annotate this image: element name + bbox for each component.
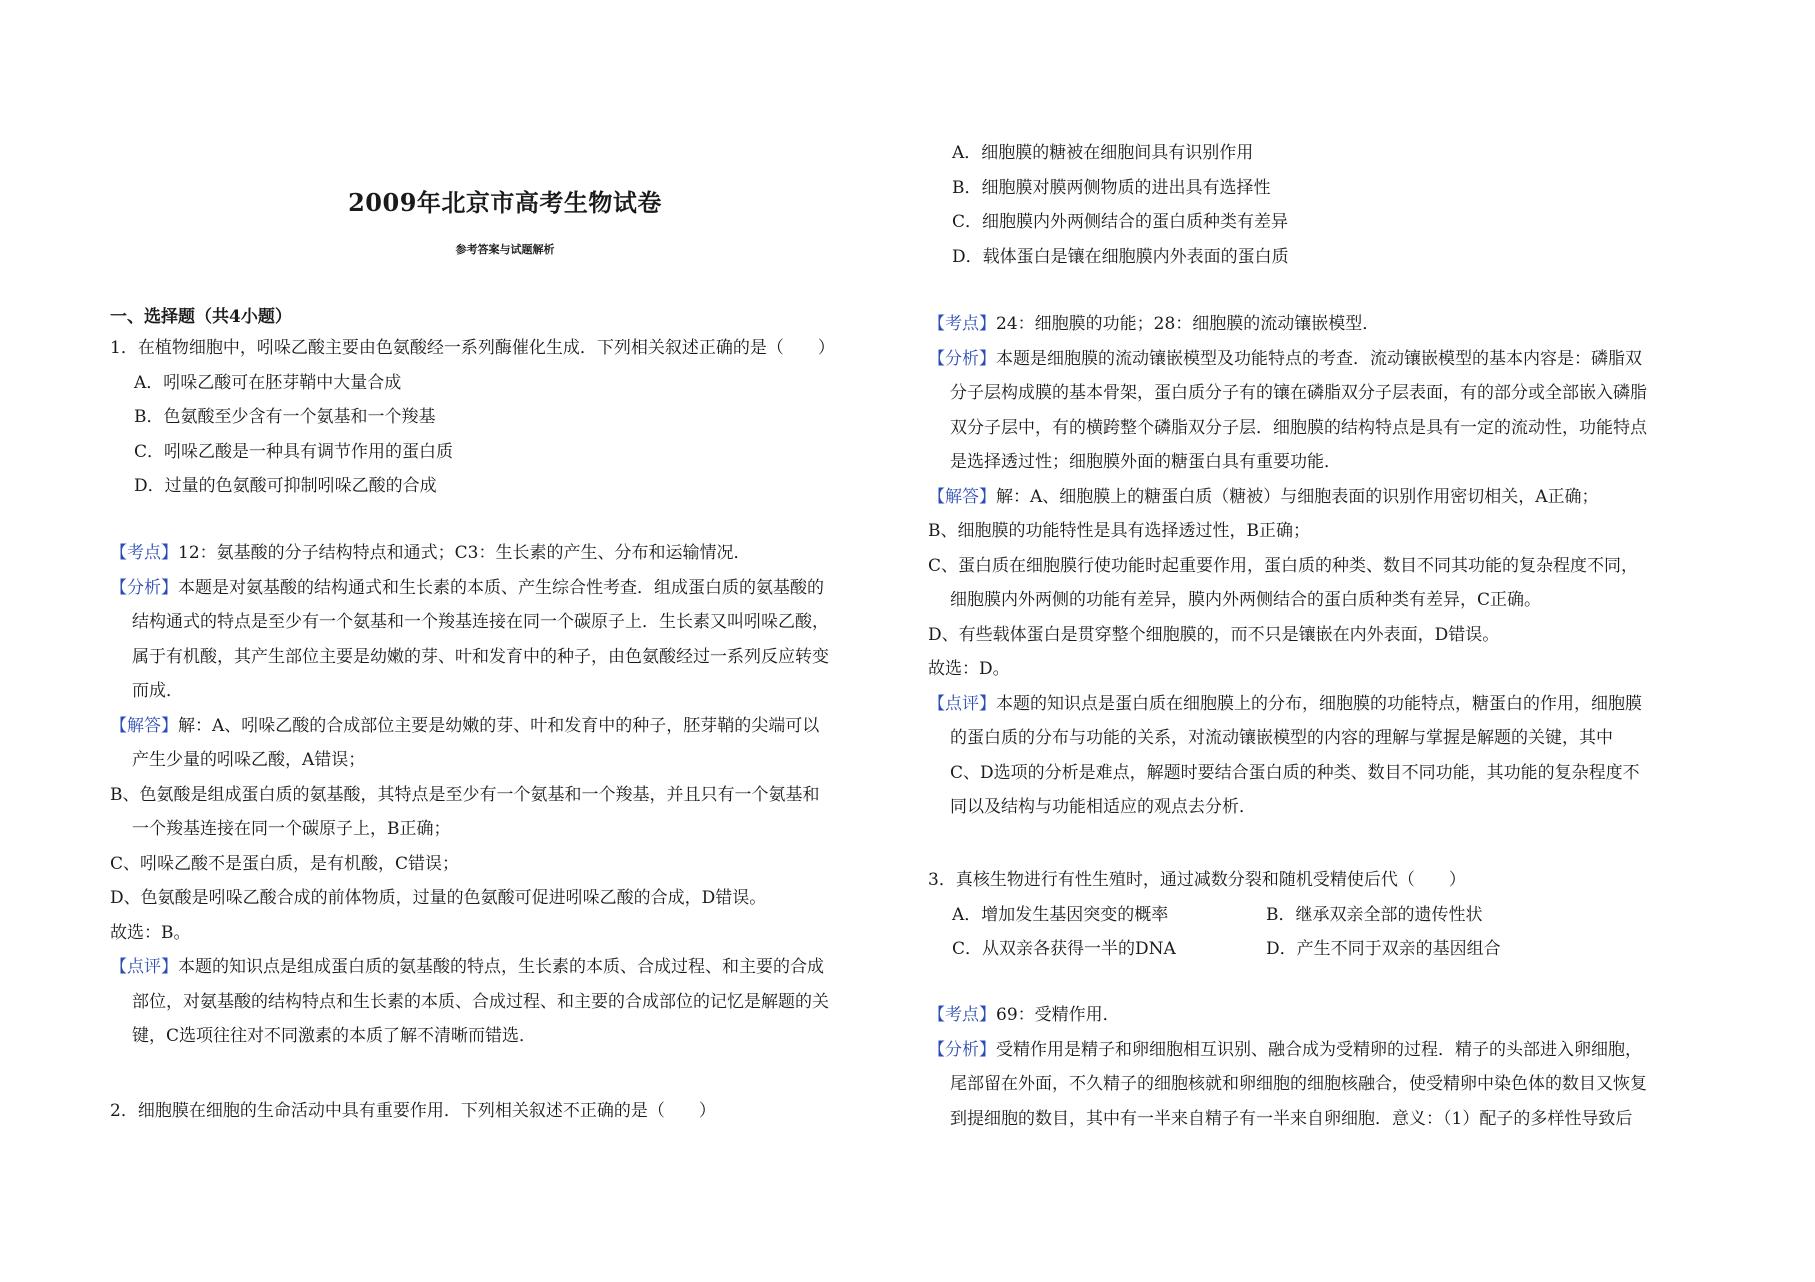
question-1-option-d: D．过量的色氨酸可抑制吲哚乙酸的合成	[134, 476, 437, 496]
q1-fenxi: 【分析】本题是对氨基酸的结构通式和生长素的本质、产生综合性考查．组成蛋白质的氨基酸的	[110, 577, 824, 598]
section-heading: 一、选择题（共4小题）	[110, 307, 292, 327]
page-subtitle: 参考答案与试题解析	[455, 243, 555, 256]
q1-jieda-line: C、吲哚乙酸不是蛋白质，是有机酸，C错误；	[110, 853, 460, 874]
q1-dianping-tag: 【点评】	[110, 957, 178, 977]
q3-fenxi-tag: 【分析】	[928, 1039, 996, 1060]
q1-jieda-line: 一个羧基连接在同一个碳原子上，B正确；	[132, 819, 451, 839]
q2-jieda-line: C、蛋白质在细胞膜行使功能时起重要作用，蛋白质的种类、数目不同其功能的复杂程度不同，	[928, 555, 1639, 576]
q1-fenxi-tag: 【分析】	[110, 577, 178, 598]
question-2-option-c: C．细胞膜内外两侧结合的蛋白质种类有差异	[952, 212, 1289, 232]
page-title: 2009年北京市高考生物试卷	[348, 188, 662, 217]
question-2-options	[928, 136, 1718, 274]
q2-dianping-tag: 【点评】	[928, 693, 996, 714]
q1-fenxi-line: 属于有机酸，其产生部位主要是幼嫩的芽、叶和发育中的种子，由色氨酸经过一系列反应转变	[132, 646, 829, 667]
question-2-option-b: B．细胞膜对膜两侧物质的进出具有选择性	[952, 177, 1271, 198]
q1-jieda-line: 产生少量的吲哚乙酸，A错误；	[132, 750, 366, 770]
q1-kaodian: 【考点】12：氨基酸的分子结构特点和通式；C3：生长素的产生、分布和运输情况．	[110, 543, 751, 563]
question-3-options-row-2	[928, 932, 1718, 967]
q3-kaodian-tag: 【考点】	[928, 1005, 996, 1025]
question-1-option-a: A．吲哚乙酸可在胚芽鞘中大量合成	[134, 372, 402, 393]
q2-answer: 故选：D。	[928, 659, 1010, 679]
q2-dianping-line: 的蛋白质的分布与功能的关系，对流动镶嵌模型的内容的理解与掌握是解题的关键，其中	[950, 728, 1613, 748]
q2-jieda: 【解答】解：A、细胞膜上的糖蛋白质（糖被）与细胞表面的识别作用密切相关，A正确；	[928, 486, 1599, 507]
question-2	[110, 1094, 900, 1129]
question-2-option-d: D．载体蛋白是镶在细胞膜内外表面的蛋白质	[952, 246, 1289, 267]
question-3-options-row-1	[928, 898, 1718, 933]
question-3-option-b: B．继承双亲全部的遗传性状	[1266, 904, 1483, 925]
q1-dianping-line: 键，C选项往往对不同激素的本质了解不清晰而错选．	[132, 1026, 537, 1046]
q2-dianping-line: 同以及结构与功能相适应的观点去分析．	[950, 797, 1256, 817]
q3-fenxi: 【分析】受精作用是精子和卵细胞相互识别、融合成为受精卵的过程．精子的头部进入卵细胞，	[928, 1039, 1642, 1060]
q3-fenxi-line: 到提细胞的数目，其中有一半来自精子有一半来自卵细胞．意义：（1）配子的多样性导致后	[950, 1108, 1633, 1129]
q1-jieda: 【解答】解：A、吲哚乙酸的合成部位主要是幼嫩的芽、叶和发育中的种子，胚芽鞘的尖端可以	[110, 715, 820, 736]
question-1	[110, 331, 900, 504]
question-1-analysis	[110, 536, 900, 1054]
question-3	[928, 863, 1718, 967]
q2-kaodian-tag: 【考点】	[928, 314, 996, 334]
question-2-option-a: A．细胞膜的糖被在细胞间具有识别作用	[952, 143, 1254, 163]
q2-dianping: 【点评】本题的知识点是蛋白质在细胞膜上的分布，细胞膜的功能特点，糖蛋白的作用，细胞膜	[928, 693, 1642, 714]
q2-dianping-line: C、D选项的分析是难点，解题时要结合蛋白质的种类、数目不同功能，其功能的复杂程度不	[950, 762, 1640, 783]
q2-jieda-tag: 【解答】	[928, 486, 996, 507]
q1-dianping: 【点评】本题的知识点是组成蛋白质的氨基酸的特点，生长素的本质、合成过程、和主要的合成	[110, 957, 824, 977]
question-2-stem: 2．细胞膜在细胞的生命活动中具有重要作用．下列相关叙述不正确的是（ ）	[110, 1101, 716, 1121]
question-3-option-a: A．增加发生基因突变的概率	[952, 904, 1169, 925]
q1-fenxi-line: 而成．	[132, 681, 183, 701]
question-3-analysis	[928, 998, 1718, 1136]
q2-fenxi-line: 双分子层中，有的横跨整个磷脂双分子层．细胞膜的结构特点是具有一定的流动性，功能特点	[950, 417, 1647, 438]
q1-answer: 故选：B。	[110, 922, 191, 943]
question-3-stem: 3．真核生物进行有性生殖时，通过减数分裂和随机受精使后代（ ）	[928, 870, 1466, 890]
q2-fenxi-line: 分子层构成膜的基本骨架，蛋白质分子有的镶在磷脂双分子层表面，有的部分或全部嵌入磷脂	[950, 383, 1647, 403]
q2-jieda-line: B、细胞膜的功能特性是具有选择透过性，B正确；	[928, 521, 1310, 541]
q2-fenxi: 【分析】本题是细胞膜的流动镶嵌模型及功能特点的考查．流动镶嵌模型的基本内容是：磷脂双	[928, 348, 1642, 369]
q1-kaodian-tag: 【考点】	[110, 543, 178, 563]
question-3-option-d: D．产生不同于双亲的基因组合	[1266, 939, 1501, 959]
q2-jieda-line: D、有些载体蛋白是贯穿整个细胞膜的，而不只是镶嵌在内外表面，D错误。	[928, 624, 1500, 645]
q3-fenxi-line: 尾部留在外面，不久精子的细胞核就和卵细胞的细胞核融合，使受精卵中染色体的数目又恢复	[950, 1074, 1647, 1094]
question-3-option-c: C．从双亲各获得一半的DNA	[952, 939, 1176, 959]
q1-fenxi-line: 结构通式的特点是至少有一个氨基和一个羧基连接在同一个碳原子上．生长素又叫吲哚乙酸，	[132, 612, 829, 632]
q1-jieda-line: D、色氨酸是吲哚乙酸合成的前体物质，过量的色氨酸可促进吲哚乙酸的合成，D错误。	[110, 888, 767, 908]
q1-jieda-line: B、色氨酸是组成蛋白质的氨基酸，其特点是至少有一个氨基和一个羧基，并且只有一个氨基和	[110, 784, 820, 805]
question-2-analysis	[928, 307, 1718, 825]
q2-jieda-line: 细胞膜内外两侧的功能有差异，膜内外两侧结合的蛋白质种类有差异，C正确。	[950, 590, 1542, 610]
question-1-option-b: B．色氨酸至少含有一个氨基和一个羧基	[134, 407, 436, 427]
question-1-stem: 1．在植物细胞中，吲哚乙酸主要由色氨酸经一系列酶催化生成．下列相关叙述正确的是（ ）	[110, 338, 835, 358]
q1-dianping-line: 部位，对氨基酸的结构特点和生长素的本质、合成过程、和主要的合成部位的记忆是解题的关	[132, 991, 829, 1012]
q2-kaodian: 【考点】24：细胞膜的功能；28：细胞膜的流动镶嵌模型．	[928, 314, 1380, 334]
q2-fenxi-tag: 【分析】	[928, 348, 996, 369]
question-1-option-c: C．吲哚乙酸是一种具有调节作用的蛋白质	[134, 441, 454, 462]
q2-fenxi-line: 是选择透过性；细胞膜外面的糖蛋白具有重要功能．	[950, 452, 1341, 472]
q3-kaodian: 【考点】69：受精作用．	[928, 1005, 1120, 1025]
q1-jieda-tag: 【解答】	[110, 715, 178, 736]
